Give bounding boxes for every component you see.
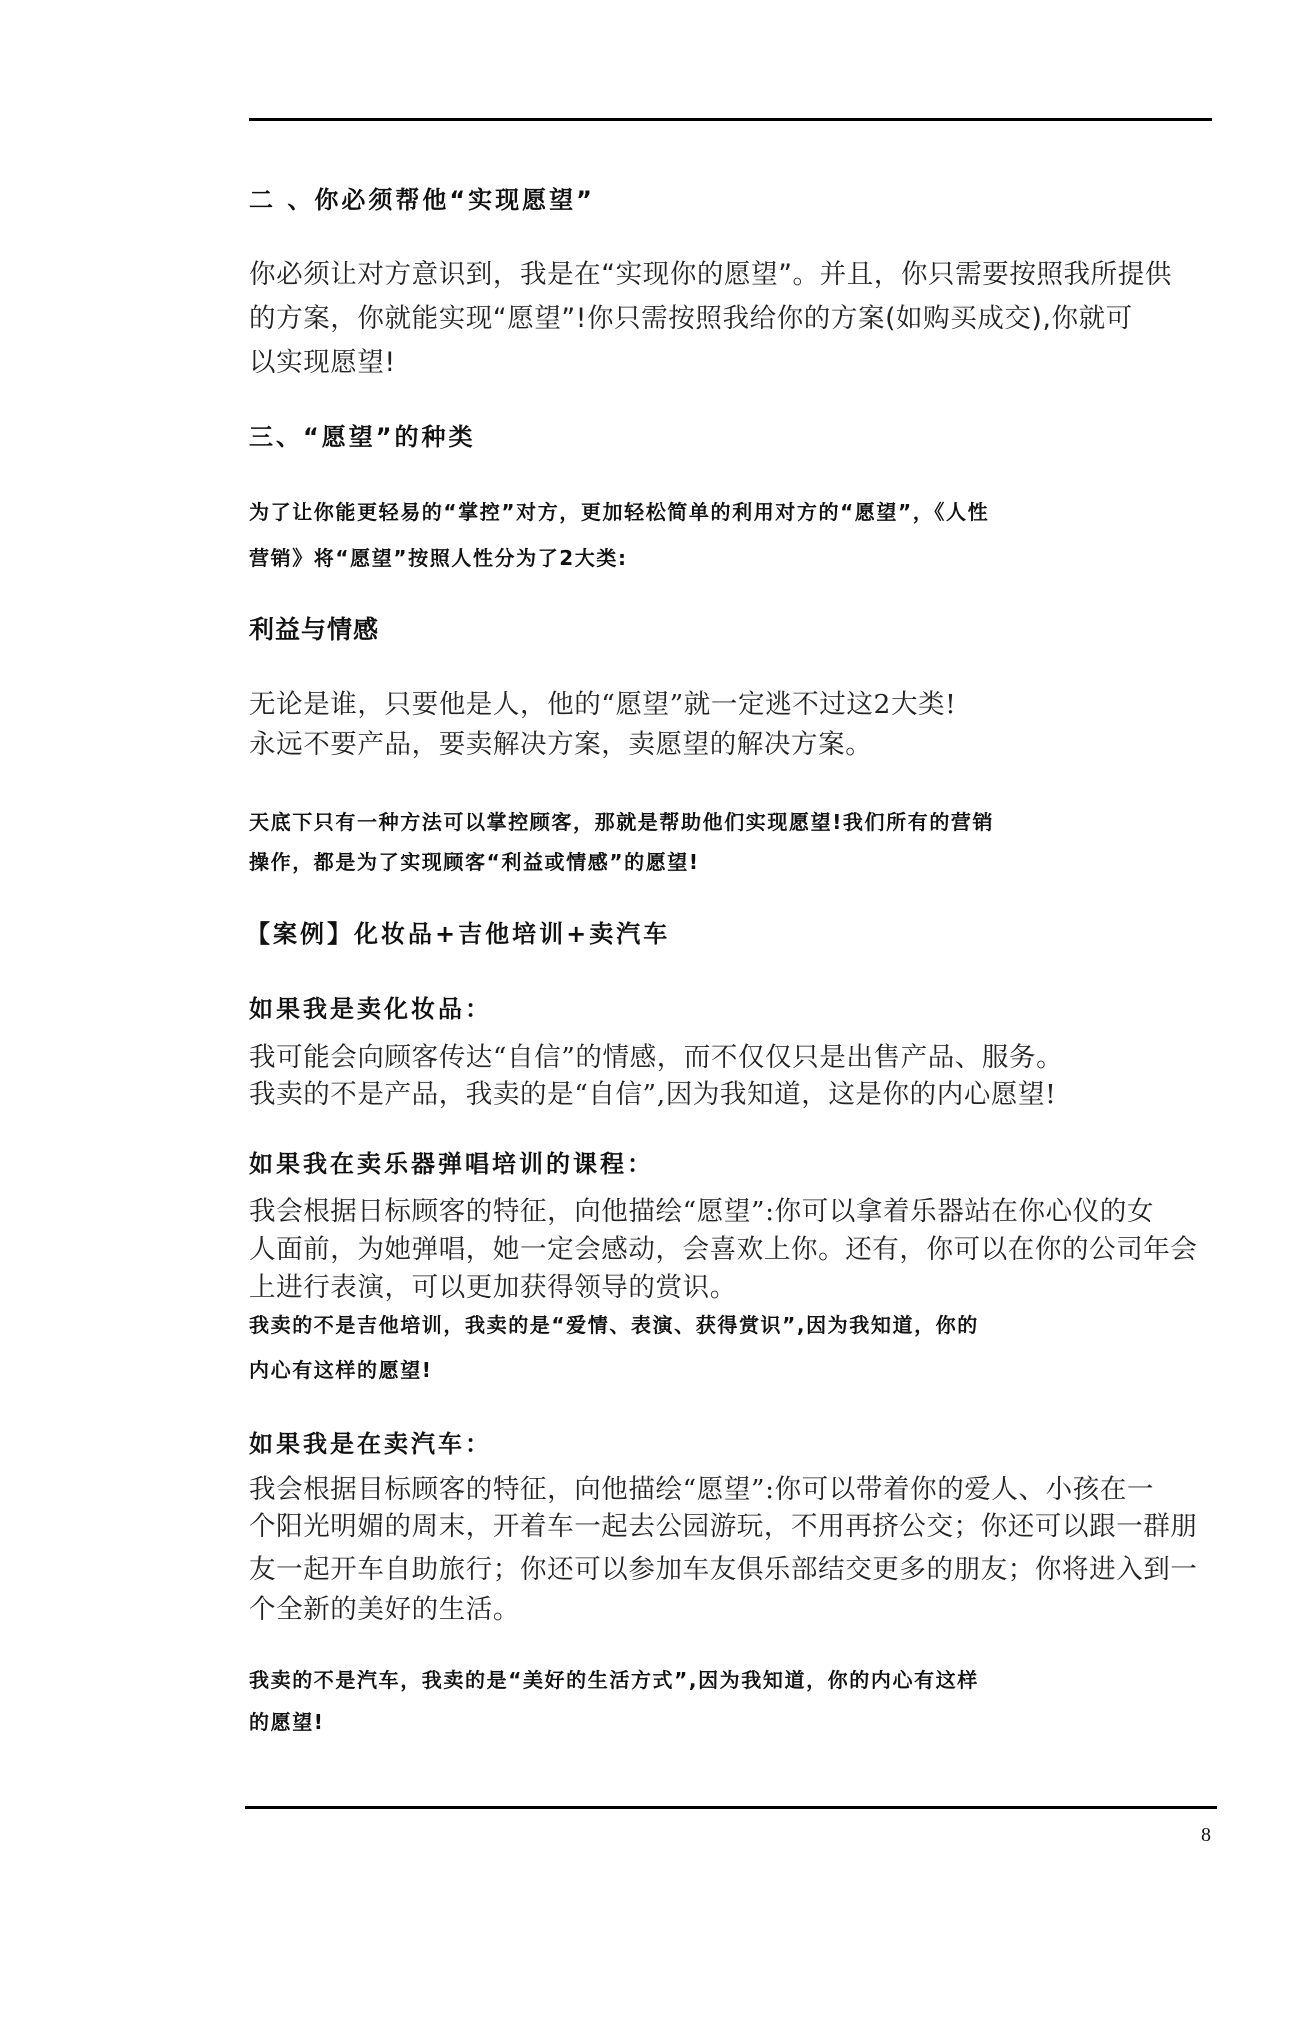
cosmetics-body-line: 我卖的不是产品，我卖的是“自信”,因为我知道，这是你的内心愿望! xyxy=(249,1079,1057,1110)
music-heading: 如果我在卖乐器弹唱培训的课程： xyxy=(249,1150,654,1178)
music-body-line: 我会根据日标顾客的特征，向他描绘“愿望”:你可以拿着乐器站在你心仪的女 xyxy=(249,1196,1155,1227)
header-rule xyxy=(249,118,1212,121)
music-body-line: 上进行表演，可以更加获得领导的赏识。 xyxy=(249,1272,737,1303)
section-2-body-line: 你必须让对方意识到，我是在“实现你的愿望”。并且，你只需要按照我所提供 xyxy=(249,259,1172,290)
car-emphasis-line: 我卖的不是汽车，我卖的是“美好的生活方式”,因为我知道，你的内心有这样 xyxy=(249,1668,979,1692)
car-emphasis-line: 的愿望! xyxy=(249,1710,325,1734)
cosmetics-body-line: 我可能会向顾客传达“自信”的情感，而不仅仅只是出售产品、服务。 xyxy=(249,1042,1064,1073)
footer-rule xyxy=(245,1806,1217,1809)
case-heading: 【案例】化妆品+吉他培训+卖汽车 xyxy=(246,920,671,948)
car-body-line: 我会根据目标顾客的特征，向他描绘“愿望”:你可以带着你的爱人、小孩在一 xyxy=(249,1474,1155,1505)
section-3-emphasis-line: 操作，都是为了实现顾客“利益或情感”的愿望! xyxy=(249,850,700,874)
subheading-interest-emotion: 利益与情感 xyxy=(249,615,380,644)
music-emphasis-line: 内心有这样的愿望! xyxy=(249,1358,433,1382)
section-3-body-line: 无论是谁，只要他是人，他的“愿望”就一定逃不过这2大类! xyxy=(249,689,957,720)
music-body-line: 人面前，为她弹唱，她一定会感动，会喜欢上你。还有，你可以在你的公司年会 xyxy=(249,1234,1198,1265)
section-3-body-line: 永远不要产品，要卖解决方案，卖愿望的解决方案。 xyxy=(249,729,873,760)
section-2-body-line: 以实现愿望! xyxy=(249,347,396,378)
section-2-heading: 二 、你必须帮他“实现愿望” xyxy=(249,186,595,214)
section-3-heading: 三、“愿望”的种类 xyxy=(249,423,476,451)
music-emphasis-line: 我卖的不是吉他培训，我卖的是“爱情、表演、获得赏识”,因为我知道，你的 xyxy=(249,1313,979,1337)
car-body-line: 个阳光明媚的周末，开着车一起去公园游玩，不用再挤公交；你还可以跟一群朋 xyxy=(249,1511,1198,1542)
car-heading: 如果我是在卖汽车： xyxy=(249,1430,492,1458)
cosmetics-heading: 如果我是卖化妆品： xyxy=(249,995,492,1023)
section-3-emphasis-line: 天底下只有一种方法可以掌控顾客，那就是帮助他们实现愿望!我们所有的营销 xyxy=(249,810,995,834)
car-body-line: 友一起开车自助旅行；你还可以参加车友俱乐部结交更多的朋友；你将进入到一 xyxy=(249,1554,1198,1585)
page-number: 8 xyxy=(1201,1824,1211,1846)
car-body-line: 个全新的美好的生活。 xyxy=(249,1594,520,1625)
section-3-intro-line: 营销》将“愿望”按照人性分为了2大类: xyxy=(249,546,628,570)
section-3-intro-line: 为了让你能更轻易的“掌控”对方，更加轻松简单的利用对方的“愿望”，《人性 xyxy=(249,500,990,524)
section-2-body-line: 的方案，你就能实现“愿望”!你只需按照我给你的方案(如购买成交),你就可 xyxy=(249,303,1133,334)
